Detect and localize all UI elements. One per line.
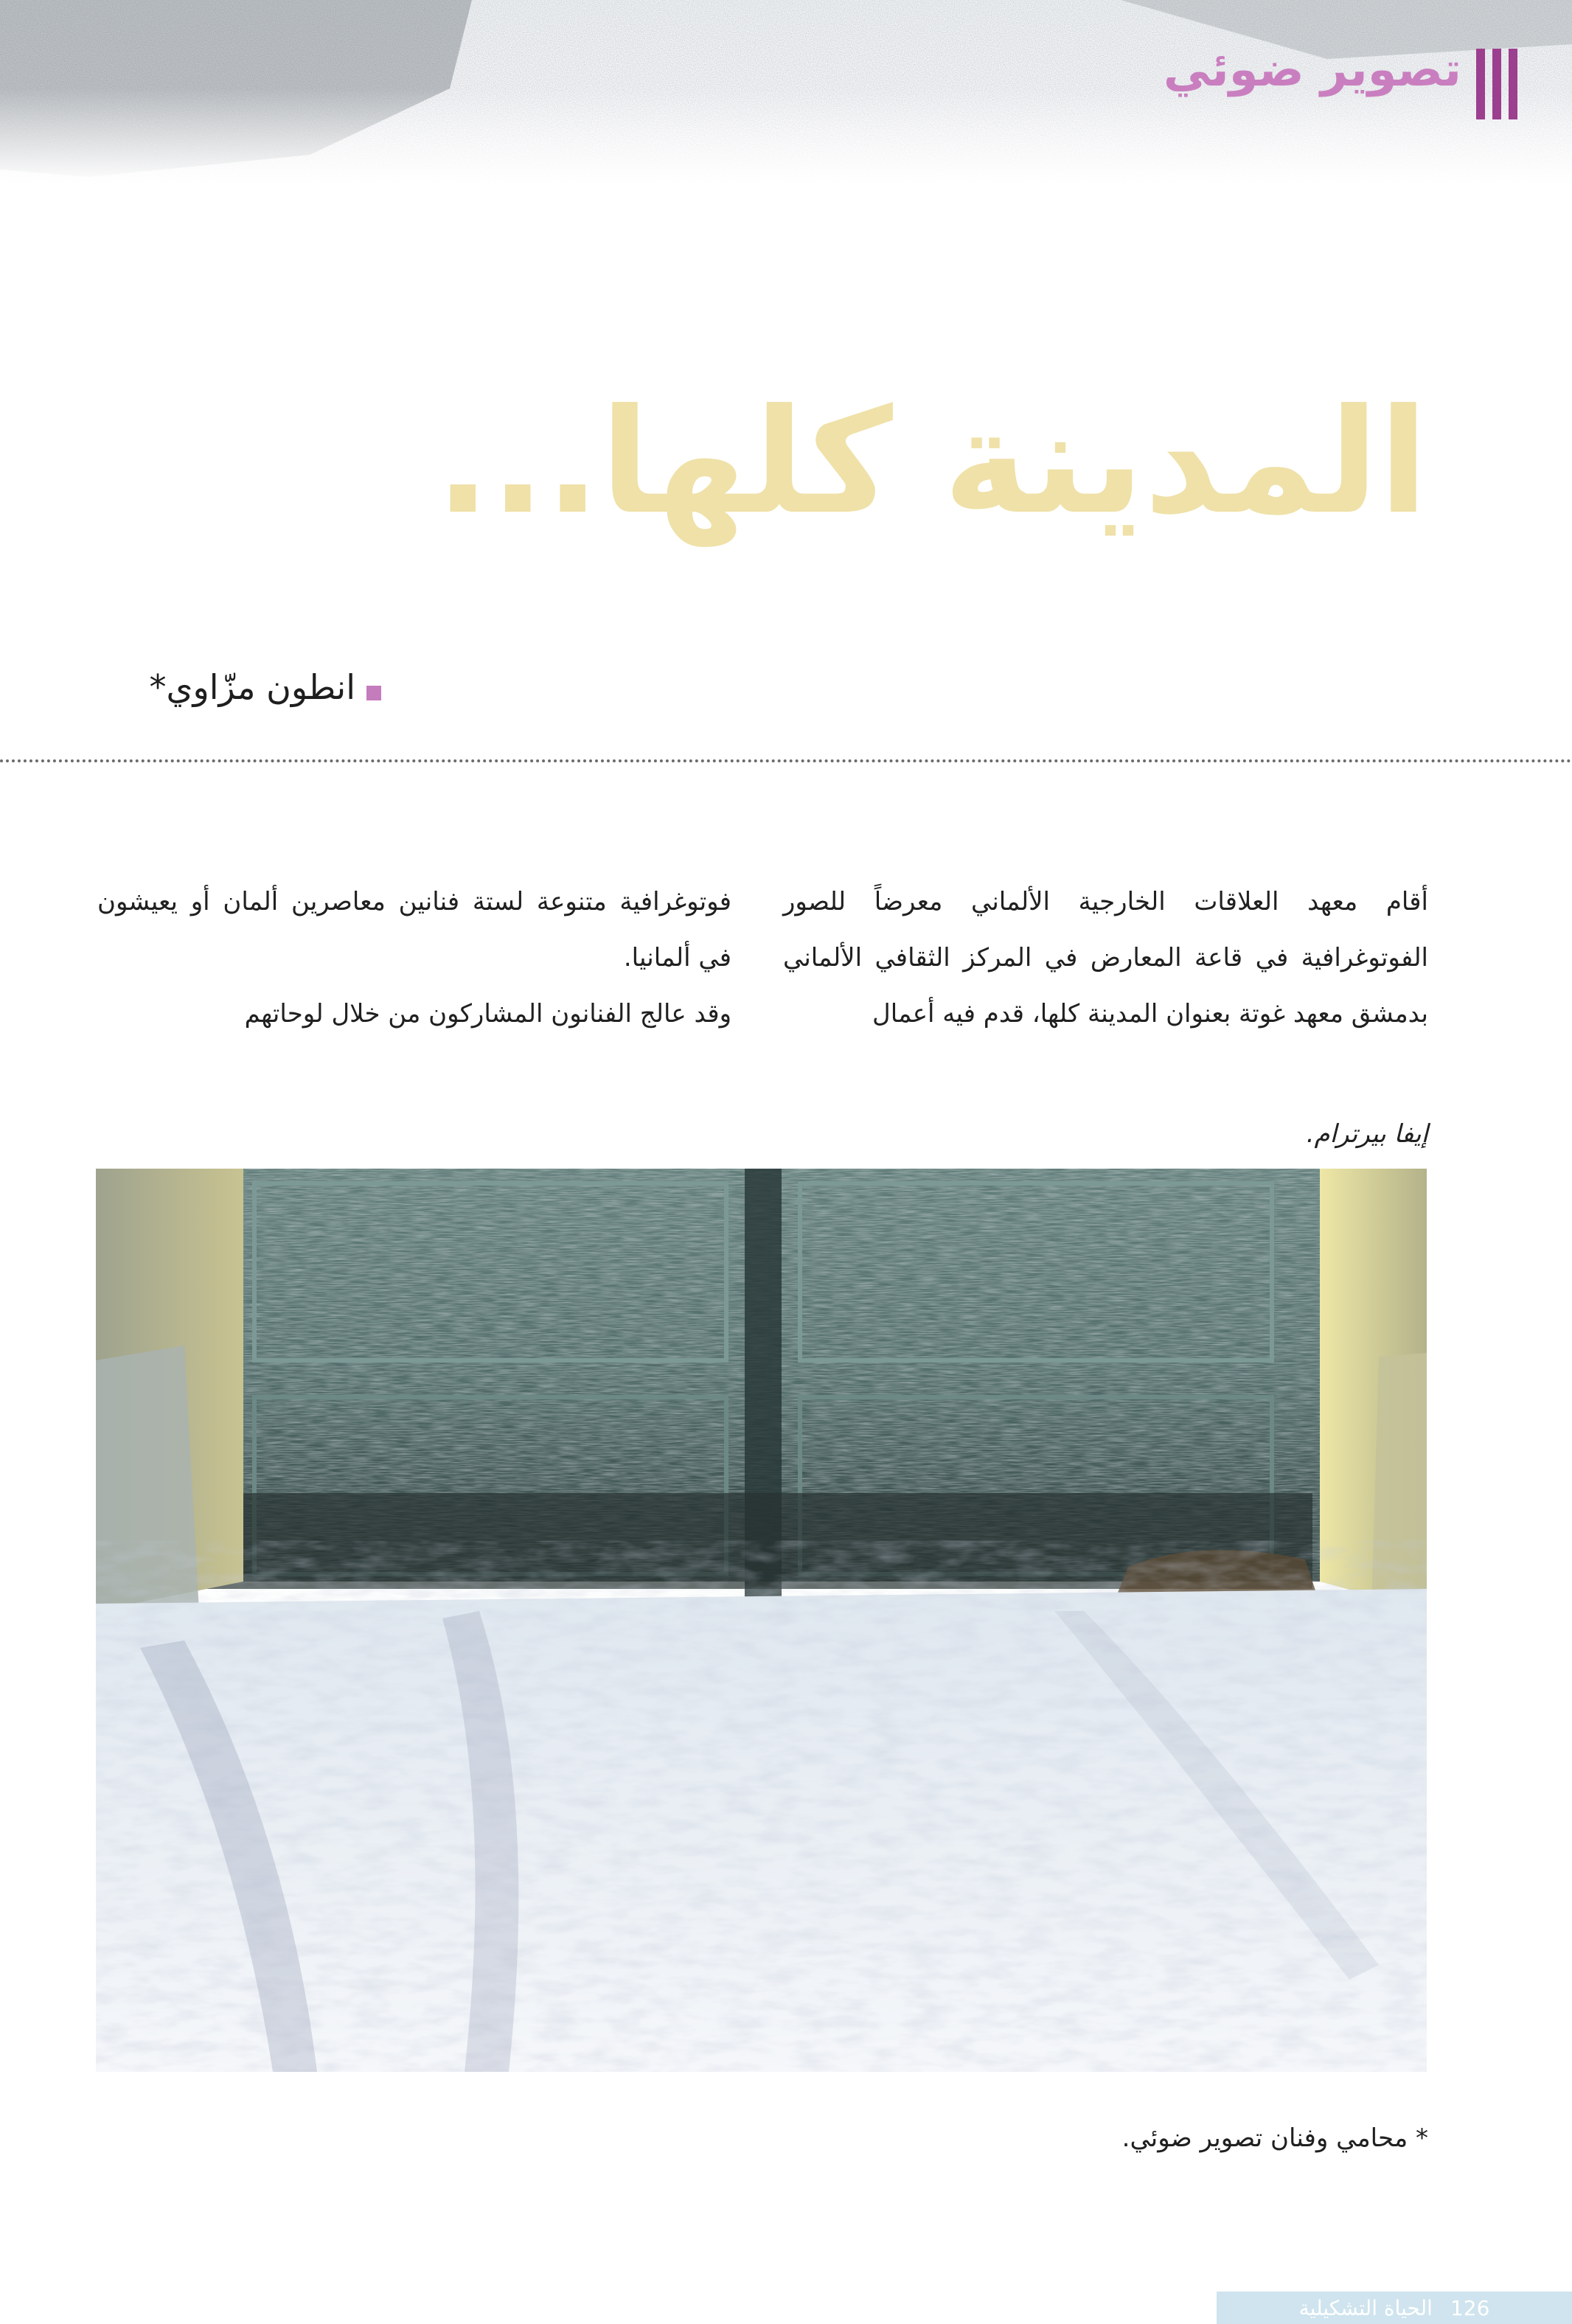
- article-title: المدينة كلها...: [435, 378, 1428, 546]
- page-number: 126: [1450, 2295, 1490, 2320]
- author-footnote: * محامي وفنان تصوير ضوئي.: [1121, 2123, 1428, 2153]
- article-photo: [96, 1169, 1427, 2072]
- body-column-left: [97, 874, 731, 1042]
- body-paragraph: وقد عالج الفنانون المشاركون من خلال لوحاتهم: [244, 999, 731, 1029]
- section-accent-bars: [1476, 49, 1520, 119]
- body-column-right: [783, 874, 1428, 1042]
- body-paragraph: فوتوغرافية متنوعة لستة فنانين معاصرين ألمان أو يعيشون في ألمانيا.: [97, 887, 731, 973]
- section-label: تصوير ضوئي: [1163, 43, 1461, 97]
- page-folio: [1217, 2292, 1572, 2324]
- body-paragraph: أقام معهد العلاقات الخارجية الألماني معرضاً للصور الفوتوغرافية في قاعة المعارض في المركز الثقافي الألماني بدمشق معهد غوتة بعنوان المدينة كلها، قدم فيه أعمال: [783, 887, 1428, 1029]
- dotted-divider: [0, 759, 1572, 762]
- article-byline: انطون مزّاوي*: [149, 667, 355, 707]
- magazine-name: الحياة التشكيلية: [1298, 2295, 1433, 2320]
- photo-credit: إيفا بيرترام.: [1306, 1119, 1428, 1149]
- byline-bullet-icon: [366, 686, 381, 700]
